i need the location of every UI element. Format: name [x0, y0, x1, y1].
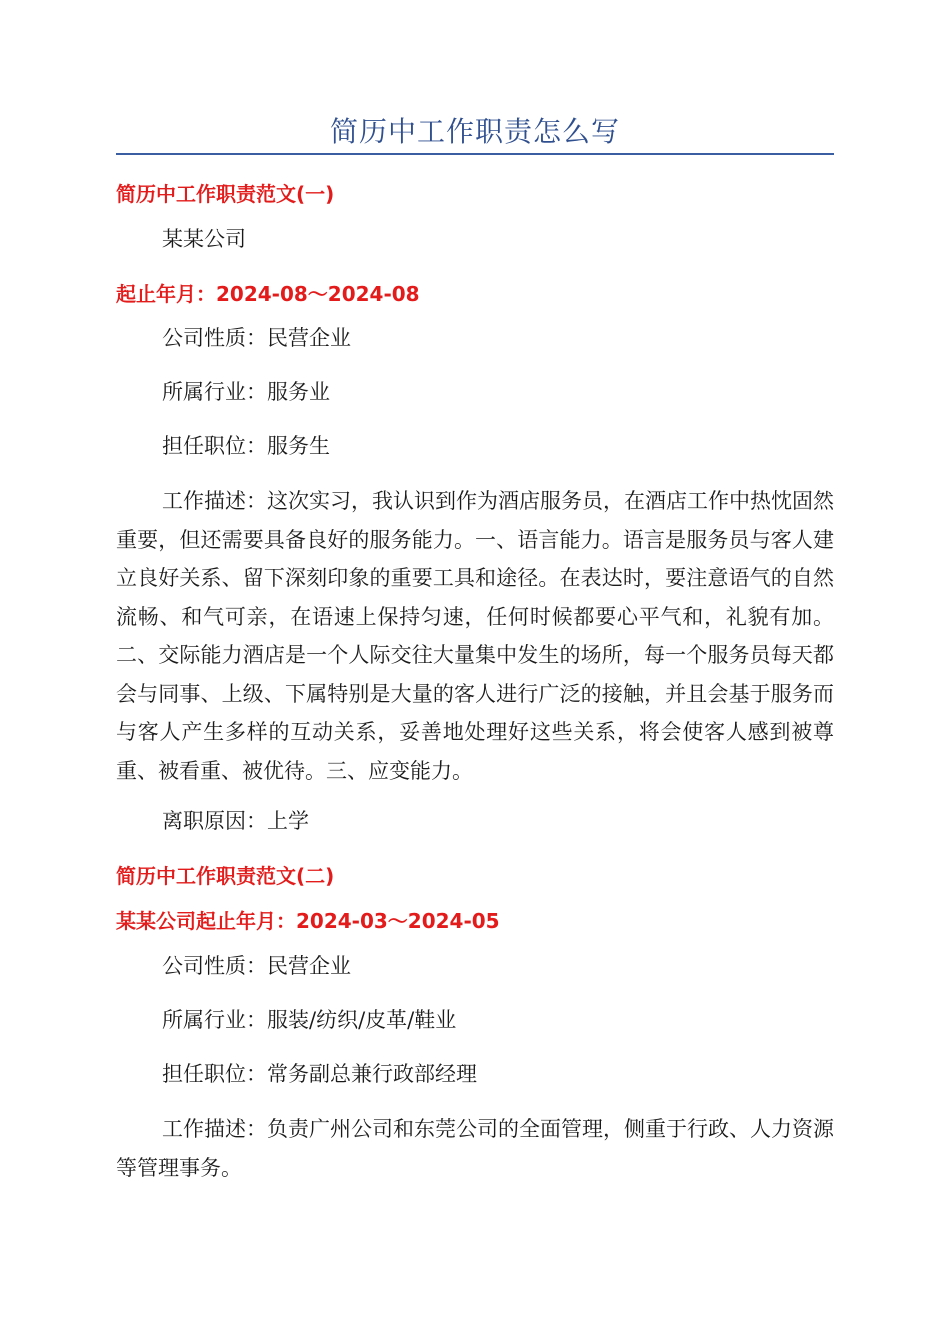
section-2-heading: 简历中工作职责范文(二): [116, 864, 335, 888]
section-1-nature: 公司性质：民营企业: [162, 326, 351, 350]
section-2-nature: 公司性质：民营企业: [162, 954, 351, 978]
title-divider: [116, 153, 834, 155]
section-2-period: 某某公司起止年月：2024-03～2024-05: [116, 909, 500, 933]
section-1-leave-reason: 离职原因：上学: [162, 809, 309, 833]
section-1-company: 某某公司: [162, 227, 246, 251]
section-1-position: 担任职位：服务生: [162, 434, 330, 458]
section-2-industry: 所属行业：服装/纺织/皮革/鞋业: [162, 1008, 457, 1032]
section-1-industry: 所属行业：服务业: [162, 380, 330, 404]
section-2-position: 担任职位：常务副总兼行政部经理: [162, 1062, 477, 1086]
section-1-period: 起止年月：2024-08～2024-08: [116, 282, 420, 306]
document-title: 简历中工作职责怎么写: [329, 115, 620, 148]
section-1-heading: 简历中工作职责范文(一): [116, 182, 335, 206]
section-2-description: 工作描述：负责广州公司和东莞公司的全面管理，侧重于行政、人力资源等管理事务。: [116, 1117, 834, 1180]
section-1-description: 工作描述：这次实习，我认识到作为酒店服务员，在酒店工作中热忱固然重要，但还需要具备良好的服务能力。一、语言能力。语言是服务员与客人建立良好关系、留下深刻印象的重要工具和途径。在表达时，要注意语气的自然流畅、和气可亲，在语速上保持匀速，任何时候都要心平气和，礼貌有加。二、交际能力酒店是一个人际交往大量集中发生的场所，每一个服务员每天都会与同事、上级、下属特别是大量的客人进行广泛的接触，并且会基于服务而与客人产生多样的互动关系，妥善地处理好这些关系，将会使客人感到被尊重、被看重、被优待。三、应变能力。: [116, 489, 834, 783]
